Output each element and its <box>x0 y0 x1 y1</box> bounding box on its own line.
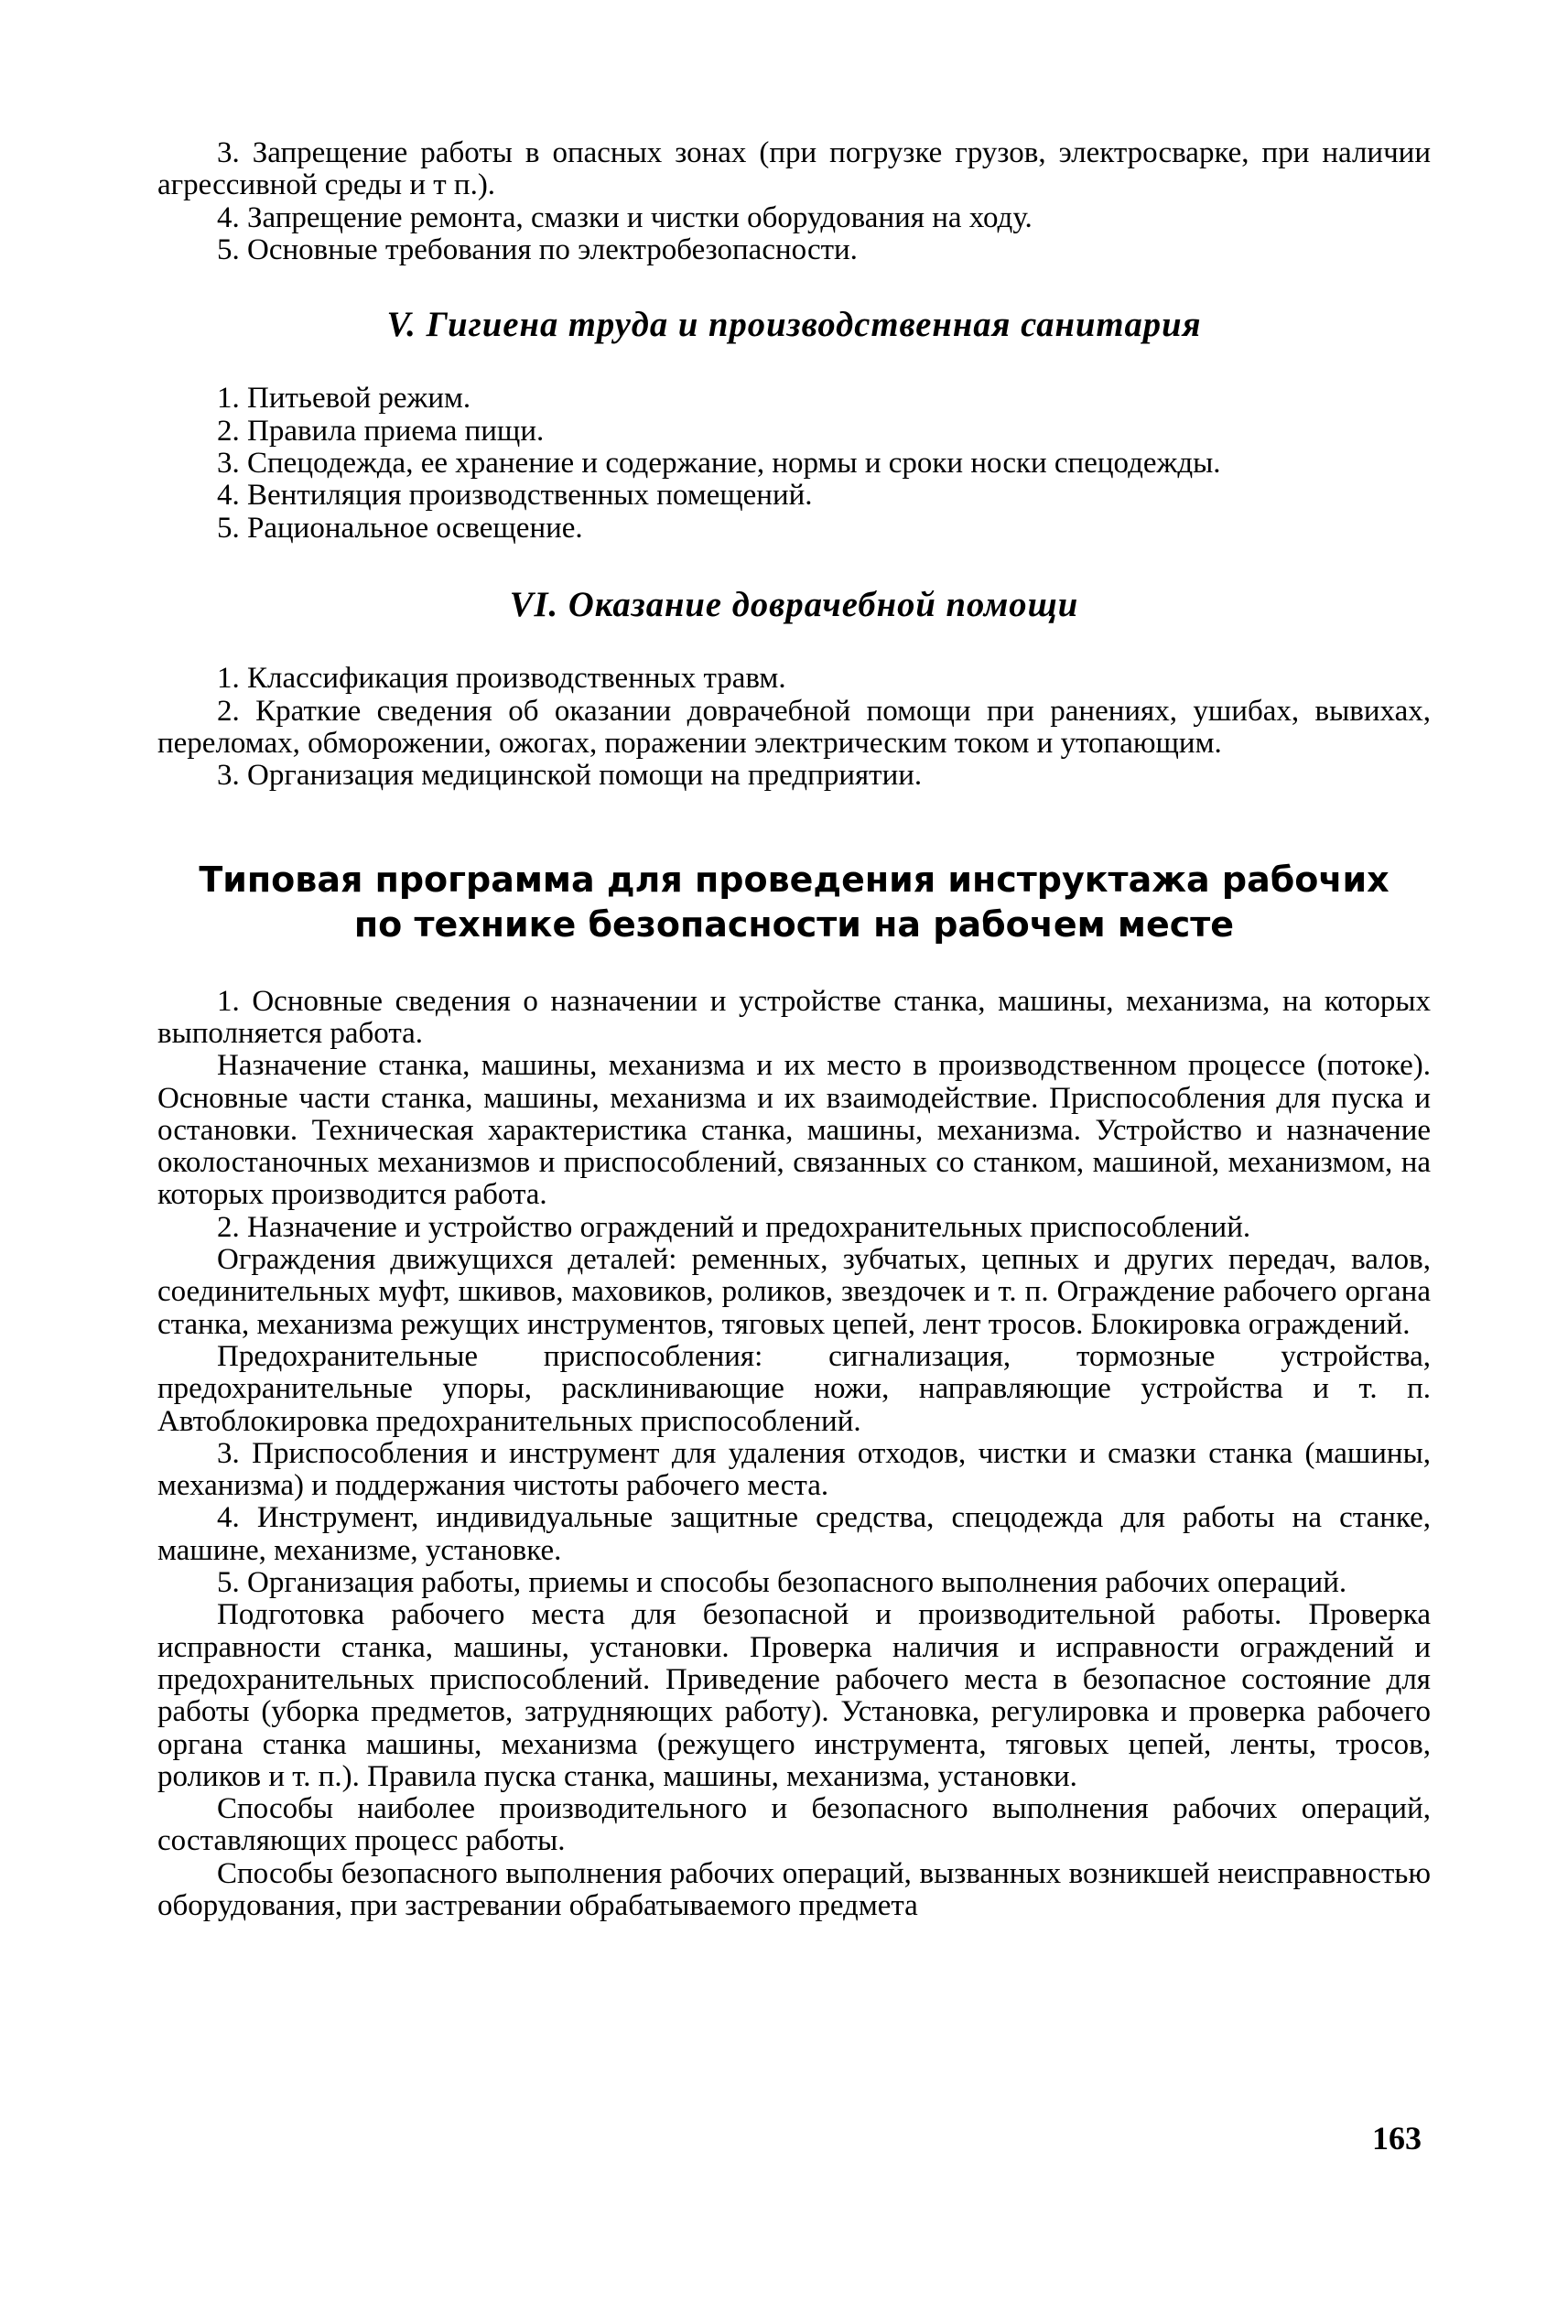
list-item: 5. Рациональное освещение. <box>217 511 583 545</box>
list-item: 1. Питьевой режим. <box>217 382 471 416</box>
list-item: 5. Основные требования по электробезопасности. <box>217 232 858 266</box>
list-item: 2. Краткие сведения об оказании доврачебной помощи при ранениях, ушибах, вывихах, переломах, обморожении, ожогах, поражении электрическим током и утопающим. <box>157 694 1431 760</box>
paragraph: 4. Инструмент, индивидуальные защитные средства, спецодежда для работы на станке, машине, механизме, установке. <box>157 1501 1431 1567</box>
paragraph: Способы безопасного выполнения рабочих операций, вызванных возникшей неисправностью оборудования, при застревании обрабатываемого предмета <box>157 1856 1431 1923</box>
paragraph: Предохранительные приспособления: сигнализация, тормозные устройства, предохранительные упоры, расклинивающие ножи, направляющие устройства и т. п. Автоблокировка предохранительных приспособлений. <box>157 1339 1431 1438</box>
paragraph: 2. Назначение и устройство ограждений и предохранительных приспособлений. <box>217 1210 1251 1244</box>
paragraph: Способы наиболее производительного и безопасного выполнения рабочих операций, составляющих процесс работы. <box>157 1792 1431 1858</box>
page-number: 163 <box>1372 2120 1422 2156</box>
paragraph: Ограждения движущихся деталей: ременных, зубчатых, цепных и других передач, валов, соединительных муфт, шкивов, маховиков, роликов, звездочек и т. п. Ограждение рабочего органа станка, механизма режущих инструментов, тяговых цепей, лент тросов. Блокировка ограждений. <box>157 1243 1431 1341</box>
list-item: 2. Правила приема пищи. <box>217 414 545 448</box>
section6-list <box>157 663 1431 792</box>
paragraph: Подготовка рабочего места для безопасной и производительной работы. Проверка исправности станка, машины, установки. Проверка наличия и исправности ограждений и предохранительных приспособлений. Приведение рабочего места в безопасное состояние для работы (уборка предметов, затрудняющих работу). Установка, регулировка и проверка рабочего органа станка машины, механизма (режущего инструмента, тяговых цепей, ленты, тросов, роликов и т. п.). Правила пуска станка, машины, механизма, установки. <box>157 1598 1431 1793</box>
section5-list <box>157 383 1431 544</box>
paragraph: 1. Основные сведения о назначении и устройстве станка, машины, механизма, на которых выполняется работа. <box>157 984 1431 1050</box>
paragraph: 5. Организация работы, приемы и способы безопасного выполнения рабочих операций. <box>217 1566 1347 1600</box>
list-item: 3. Организация медицинской помощи на предприятии. <box>217 759 923 793</box>
paragraph: 3. Приспособления и инструмент для удаления отходов, чистки и смазки станка (машины, механизма) и поддержания чистоты рабочего места. <box>157 1436 1431 1503</box>
list-item: 1. Классификация производственных травм. <box>217 662 786 696</box>
section4-continued <box>157 137 1431 266</box>
paragraph: Назначение станка, машины, механизма и их место в производственном процессе (потоке). Основные части станка, машины, механизма и их взаимодействие. Приспособления для пуска и остановки. Техническая характеристика станка, машины, механизма. Устройство и назначение околостаночных механизмов и приспособлений, связанных со станком, машиной, механизмом, на которых производится работа. <box>157 1049 1431 1212</box>
program-title-line1: Типовая программа для проведения инструктажа рабочих <box>199 859 1390 901</box>
list-item: 4. Запрещение ремонта, смазки и чистки оборудования на ходу. <box>217 200 1033 234</box>
list-item: 3. Запрещение работы в опасных зонах (при погрузке грузов, электросварке, при наличии агрессивной среды и т п.). <box>157 136 1431 202</box>
section5-heading: V. Гигиена труда и производственная санитария <box>386 306 1202 345</box>
list-item: 4. Вентиляция производственных помещений. <box>217 479 813 513</box>
program-title <box>157 858 1431 946</box>
program-title-line2: по технике безопасности на рабочем месте <box>353 904 1235 946</box>
list-item: 3. Спецодежда, ее хранение и содержание, нормы и сроки носки спецодежды. <box>217 447 1221 481</box>
program-body <box>157 986 1431 1923</box>
section6-heading: VI. Оказание доврачебной помощи <box>509 585 1079 624</box>
